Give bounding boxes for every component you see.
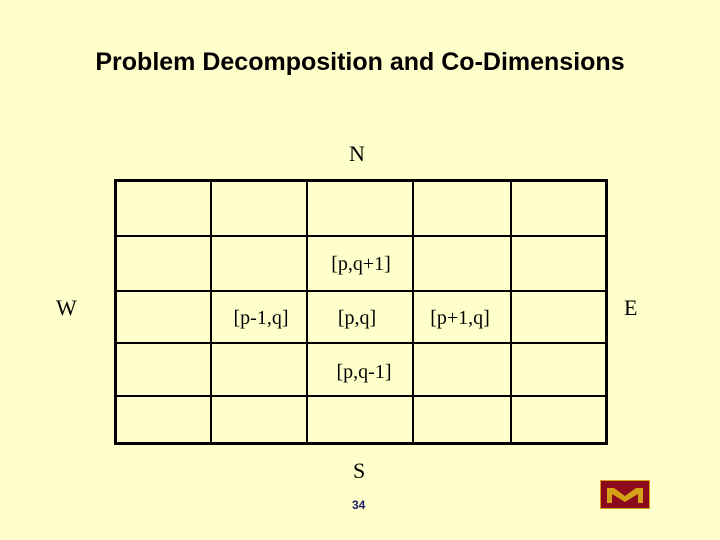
page-number: 34 bbox=[352, 498, 366, 512]
south-label: S bbox=[353, 458, 366, 483]
grid-row-divider bbox=[117, 290, 605, 292]
east-label: E bbox=[624, 295, 638, 320]
north-label: N bbox=[349, 141, 365, 166]
grid-column-divider bbox=[412, 182, 414, 442]
cell-east-neighbor: [p+1,q] bbox=[430, 307, 490, 329]
grid-row-divider bbox=[117, 395, 605, 397]
cell-south-neighbor: [p,q-1] bbox=[336, 361, 392, 383]
m-logo-icon bbox=[601, 481, 649, 508]
cell-west-neighbor: [p-1,q] bbox=[233, 307, 289, 329]
grid-column-divider bbox=[210, 182, 212, 442]
grid-row-divider bbox=[117, 235, 605, 237]
university-logo bbox=[600, 480, 650, 509]
cell-center: [p,q] bbox=[337, 307, 377, 329]
grid-column-divider bbox=[306, 182, 308, 442]
west-label: W bbox=[56, 295, 77, 320]
slide-title: Problem Decomposition and Co-Dimensions bbox=[95, 48, 625, 76]
cell-north-neighbor: [p,q+1] bbox=[331, 253, 391, 275]
grid-row-divider bbox=[117, 342, 605, 344]
processor-grid bbox=[114, 179, 608, 445]
grid-column-divider bbox=[510, 182, 512, 442]
